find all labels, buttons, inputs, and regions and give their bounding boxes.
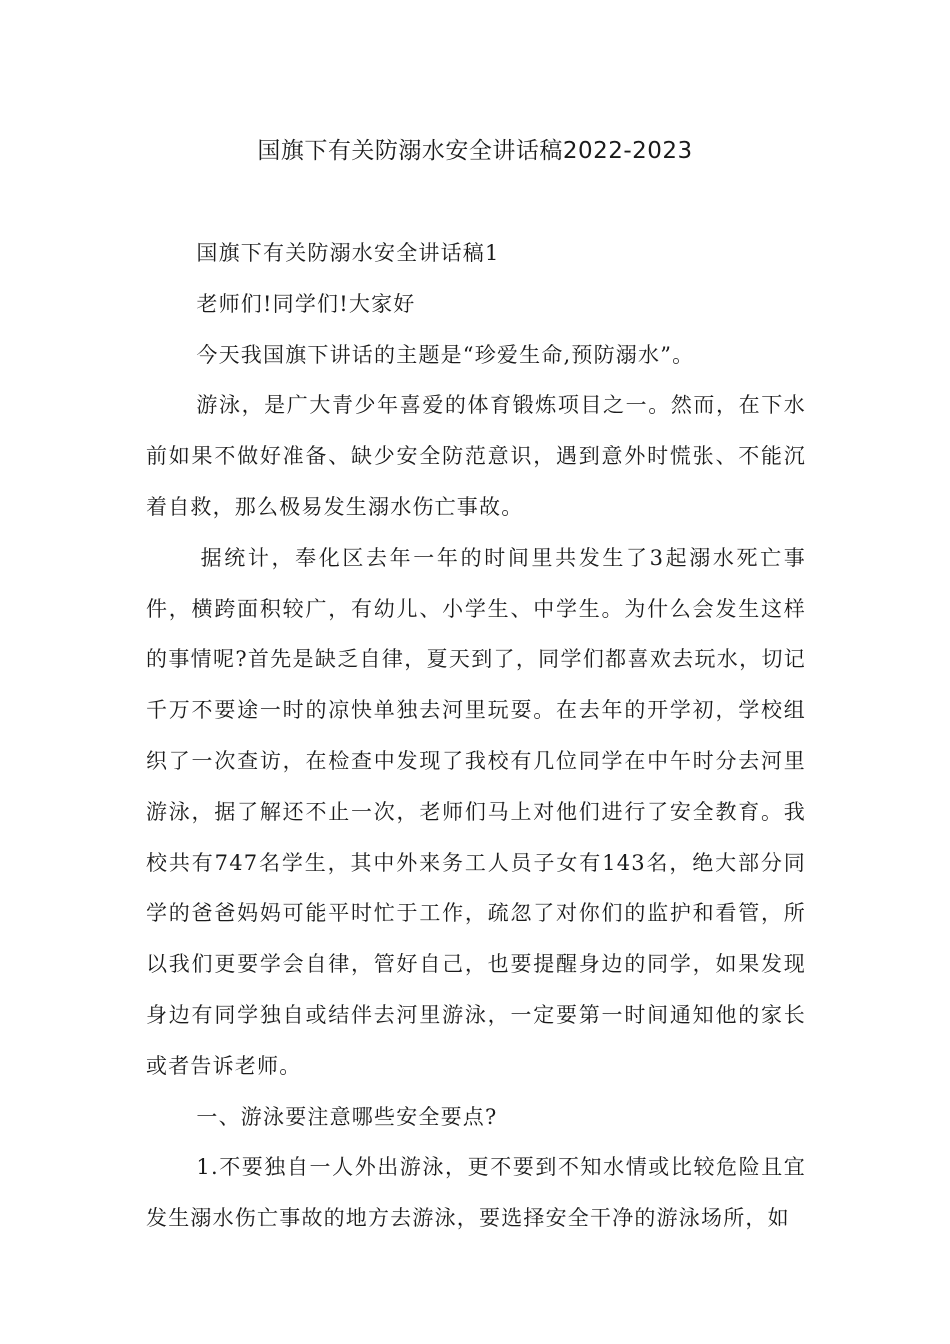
topic-paragraph: 今天我国旗下讲话的主题是“珍爱生命,预防溺水”。 xyxy=(196,342,695,367)
statistics-paragraph: 据统计，奉化区去年一年的时间里共发生了3起溺水死亡事件，横跨面积较广，有幼儿、小学生、中学生。为什么会发生这样的事情呢?首先是缺乏自律，夏天到了，同学们都喜欢去玩水，切记千万不要途一时的凉快单独去河里玩耍。在去年的开学初，学校组织了一次查访，在检查中发现了我校有几位同学在中午时分去河里游泳，据了解还不止一次，老师们马上对他们进行了安全教育。我校共有747名学生，其中外来务工人员子女有143名，绝大部分同学的爸爸妈妈可能平时忙于工作，疏忽了对你们的监护和看管，所以我们更要学会自律，管好自己，也要提醒身边的同学，如果发现身边有同学独自或结伴去河里游泳，一定要第一时间通知他的家长或者告诉老师。 xyxy=(146,545,806,1078)
document-title: 国旗下有关防溺水安全讲话稿2022-2023 xyxy=(257,138,693,164)
intro-paragraph: 游泳，是广大青少年喜爱的体育锻炼项目之一。然而，在下水前如果不做好准备、缺少安全防范意识，遇到意外时慌张、不能沉着自救，那么极易发生溺水伤亡事故。 xyxy=(146,393,806,519)
subheading: 一、游泳要注意哪些安全要点? xyxy=(196,1104,498,1129)
greeting-paragraph: 老师们!同学们!大家好 xyxy=(196,291,416,316)
section-heading: 国旗下有关防溺水安全讲话稿1 xyxy=(196,241,500,265)
rule-paragraph: 1.不要独自一人外出游泳，更不要到不知水情或比较危险且宜发生溺水伤亡事故的地方去游泳，要选择安全干净的游泳场所，如 xyxy=(146,1155,806,1231)
document-body xyxy=(146,228,806,1244)
